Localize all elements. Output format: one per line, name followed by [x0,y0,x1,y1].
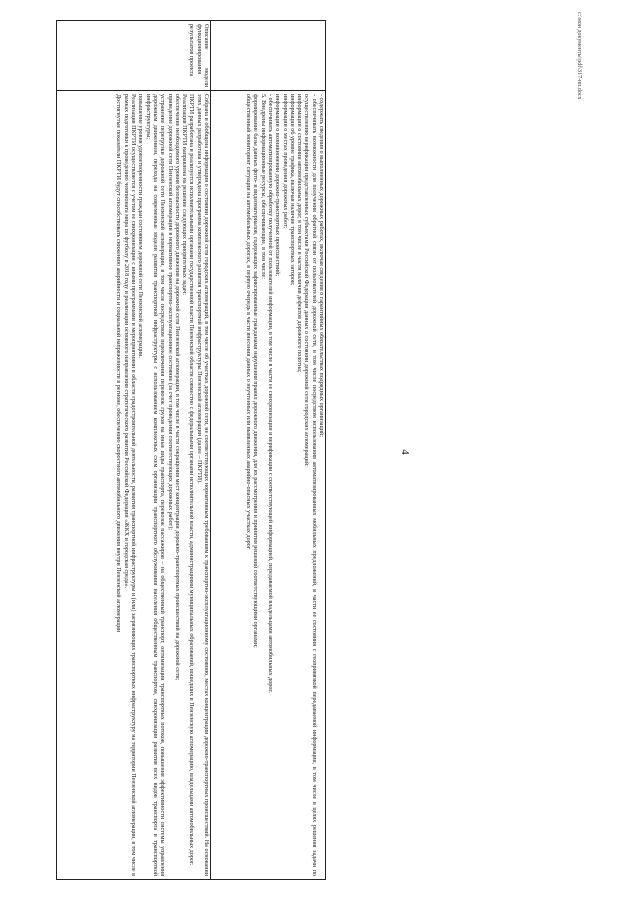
table-row-model-description [57,21,211,880]
rotated-table-container [56,20,326,880]
row2-label-cell: Описание модели функционирования результатов проекта [57,21,211,91]
row2-text-cell [57,91,211,880]
project-description-table [56,20,326,880]
paragraph: Реализация ПКРТИ осуществляется с учетом ее синхронизации с иными программами и мероприятиями в области градостроительной деятельности, развития транспортной инфраструктуры и (или) загрязняющих транспортных инфраструктуру на территории Пензенской агломерации, в том числе в рамках подготовки к проведению чемпионата мира по футболу в 2018 году и реализации основного направления стратегического развития Российской Федерации «ЖКХ и городская среда». [122,94,137,876]
paragraph: Собрана и обобщена информация о состоянии дорожной сети городских агломераций, в том числе об участках дорожной сети, не соответствующих нормативным требованиям к транспортно-эксплуатационному состоянию, местах концентрации дорожно-транспортных происшествий. На основании этих данных разработана и утверждена программа комплексного развития транспортной инфраструктуры Пензенской агломерации (далее – ПКРТИ). [195,94,209,876]
paragraph: - содержать сведения о выполненных дорожных работах, включая сведения о гарантийных обязательствах подрядных организаций; [318,94,324,437]
paragraph: приведение дорожной сети Пензенской агломерации в нормативное транспортно-эксплуатационное состояние (за счет проведения соответствующих дорожных работ); [166,94,173,530]
paragraph: общественный мониторинг ситуации на автомобильных дорогах, в первую очередь в части внесения данных о неучтенных или выявленных аварийно-опасных участках дорог [245,94,252,550]
file-path-footer: c:\мои документы\pdf\317-нп.docx [576,12,582,100]
page-number: 4 [398,449,411,455]
paragraph: 5. Внедрены информационные ресурсы, обеспечивающие, в том числе: [259,94,266,279]
paragraph: повышение уровня удовлетворенности граждан состоянием дорожной сети Пензенской агломерации. [137,94,144,358]
paragraph: ПКРТИ разработана и реализуется исполнительными органами государственной власти Пензенской области совместно с федеральными органами исполнительной власти, администрациями муниципальных образований, вошедших в Пензенскую агломерацию, владельцами автомобильных дорог. [188,94,195,866]
paragraph: Достигнутые показатели ПКРТИ будут способствовать снижению аварийности и социальной напряженности в регионе, обеспечению скоростного автомобильного движения внутри Пензенской агломерации [115,94,122,633]
paragraph: Реализация ПКРТИ направлена на решение следующих приоритетных задач: [181,94,188,295]
paragraph: информации о состоянии автомобильных дорог, в том числе в части наличия дефектов дорожного полотна; [296,94,303,373]
row1-text-cell [211,91,326,880]
paragraph: обеспечение необходимого уровня безопасности дорожного движения на дорожной сети Пензенской агломерации, в том числе в части сокращения мест концентрации дорожно-транспортных происшествий на дорожной сети; [173,94,180,681]
paragraph: - обеспечивать автоматизированную обработку полученной от пользователей информации, в том числе в части ее синхронизации и верификации с соответствующей информацией, передаваемой владельцами автомобильных дорог. [266,94,273,693]
paragraph: информации о возникновении дорожно-транспортных происшествий; [274,94,281,277]
paragraph: устранение перегрузки дорожной сети Пензенской агломерации, в том числе посредством переключения перевозок грузов на иные виды транспорта, перевозок пассажиров – на общественный транспорт, оптимизации транспортных потоков, повышения эффективности системы управления дорожным движением, перехода на современные модели развития транспортной инфраструктуры с использованием комплексных схем организации транспортного обслуживания населения общественным транспортом, синхронизации развития всех видов транспорта и транспортной инфраструктуры; [144,94,166,876]
paragraph: информации об уровне трафика, включая наличие транспортных заторов; [288,94,295,286]
row1-label-cell [211,21,326,91]
paragraph: информации о местах проведения дорожных работ; [281,94,288,229]
paragraph: - обеспечивать возможности для получения обратной связи от пользователей дорожной сети, в том числе посредством использования автоматизированных мобильных предложений, в части ее состояния с геопривязкой передаваемой информации, в том числе в целях решения задачи по осуществлению верификации представленных субъектами Российской Федерации данных о состоянии дорожной сети городских агломераций: [303,94,317,876]
table-row-data-requirements [211,21,326,880]
paragraph: формирование базы данных фото- и видеоматериалов, содержащих зафиксированные гражданами нарушения правил дорожного движения, для их рассмотрения и принятия решений соответствующими органами; [252,94,259,648]
